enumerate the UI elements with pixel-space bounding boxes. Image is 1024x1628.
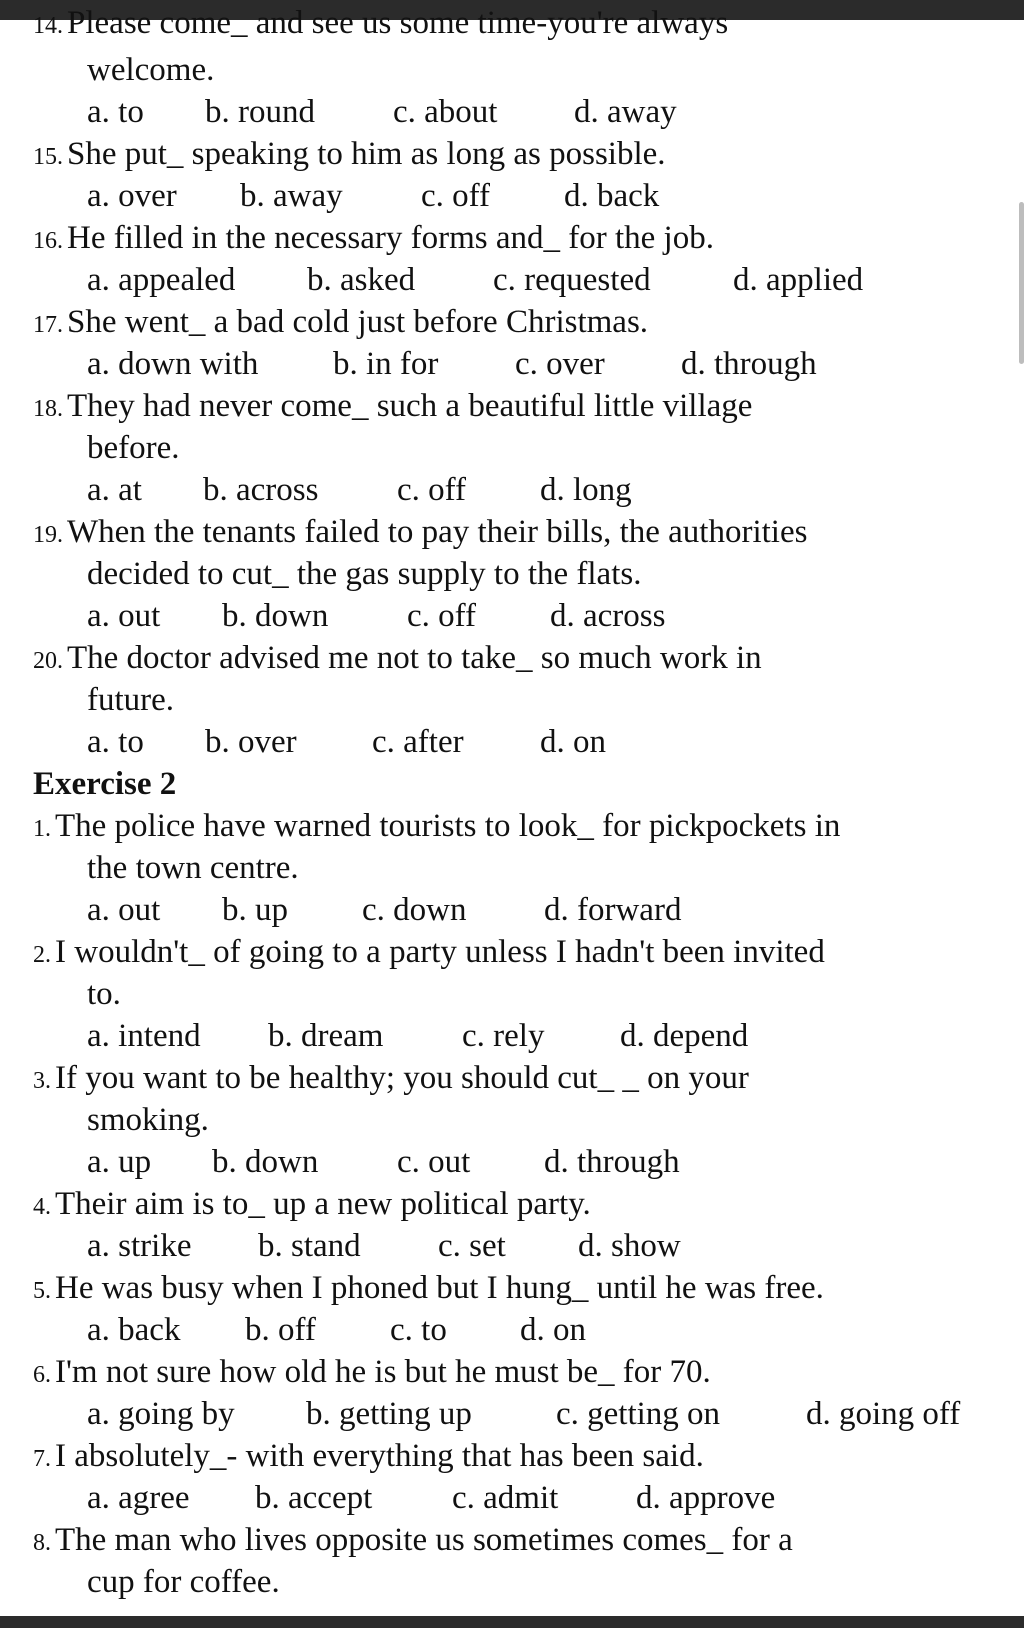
question-e3: 3. If you want to be healthy; you should cut_ _ on your — [33, 1060, 749, 1096]
option-16a[interactable]: a. appealed — [87, 262, 236, 298]
option-17b[interactable]: b. in for — [333, 346, 439, 382]
question-e8-cont: cup for coffee. — [87, 1564, 280, 1600]
option-15b[interactable]: b. away — [240, 178, 343, 214]
option-15c[interactable]: c. off — [421, 178, 491, 214]
question-20-cont: future. — [87, 682, 175, 718]
question-e2-cont: to. — [87, 976, 121, 1012]
question-e1: 1. The police have warned tourists to look_ for pickpockets in — [33, 808, 841, 844]
question-e2: 2. I wouldn't_ of going to a party unless I hadn't been invited — [33, 934, 825, 970]
option-e6b[interactable]: b. getting up — [306, 1396, 472, 1432]
question-e1-cont: the town centre. — [87, 850, 299, 886]
option-e7b[interactable]: b. accept — [255, 1480, 373, 1516]
question-e6: 6. I'm not sure how old he is but he must be_ for 70. — [33, 1354, 711, 1390]
option-17a[interactable]: a. down with — [87, 346, 259, 382]
option-16c[interactable]: c. requested — [493, 262, 651, 298]
option-e3b[interactable]: b. down — [212, 1144, 319, 1180]
option-15a[interactable]: a. over — [87, 178, 177, 214]
question-14: 14. Please come_ and see us some time-you're always — [33, 5, 729, 41]
option-18b[interactable]: b. across — [203, 472, 319, 508]
question-19: 19. When the tenants failed to pay their bills, the authorities — [33, 514, 808, 550]
option-e1b[interactable]: b. up — [222, 892, 288, 928]
question-e3-cont: smoking. — [87, 1102, 209, 1138]
option-19d[interactable]: d. across — [550, 598, 666, 634]
option-14d[interactable]: d. away — [574, 94, 677, 130]
option-e6c[interactable]: c. getting on — [556, 1396, 721, 1432]
option-18d[interactable]: d. long — [540, 472, 632, 508]
option-16b[interactable]: b. asked — [307, 262, 416, 298]
option-e3c[interactable]: c. out — [397, 1144, 471, 1180]
option-e5c[interactable]: c. to — [390, 1312, 447, 1348]
option-e1d[interactable]: d. forward — [544, 892, 682, 928]
option-e4c[interactable]: c. set — [438, 1228, 506, 1264]
question-e8: 8. The man who lives opposite us sometimes comes_ for a — [33, 1522, 793, 1558]
option-20b[interactable]: b. over — [205, 724, 297, 760]
option-14a[interactable]: a. to — [87, 94, 144, 130]
question-16: 16. He filled in the necessary forms and_ for the job. — [33, 220, 714, 256]
question-15: 15. She put_ speaking to him as long as possible. — [33, 136, 666, 172]
option-e1a[interactable]: a. out — [87, 892, 161, 928]
scrollbar[interactable] — [1019, 202, 1024, 364]
option-e6d[interactable]: d. going off — [806, 1396, 961, 1432]
option-20c[interactable]: c. after — [372, 724, 464, 760]
option-e7a[interactable]: a. agree — [87, 1480, 190, 1516]
option-e2d[interactable]: d. depend — [620, 1018, 749, 1054]
option-16d[interactable]: d. applied — [733, 262, 864, 298]
option-e5a[interactable]: a. back — [87, 1312, 181, 1348]
question-17: 17. She went_ a bad cold just before Christmas. — [33, 304, 649, 340]
option-e6a[interactable]: a. going by — [87, 1396, 235, 1432]
option-e4d[interactable]: d. show — [578, 1228, 681, 1264]
option-e5d[interactable]: d. on — [520, 1312, 586, 1348]
option-e4b[interactable]: b. stand — [258, 1228, 361, 1264]
option-14b[interactable]: b. round — [205, 94, 315, 130]
question-e5: 5. He was busy when I phoned but I hung_ until he was free. — [33, 1270, 824, 1306]
option-18c[interactable]: c. off — [397, 472, 467, 508]
option-e7c[interactable]: c. admit — [452, 1480, 559, 1516]
question-18-cont: before. — [87, 430, 180, 466]
option-19a[interactable]: a. out — [87, 598, 161, 634]
question-14-cont: welcome. — [87, 52, 215, 88]
option-e1c[interactable]: c. down — [362, 892, 467, 928]
question-18: 18. They had never come_ such a beautiful little village — [33, 388, 753, 424]
exercise-2-heading: Exercise 2 — [33, 766, 177, 802]
option-20a[interactable]: a. to — [87, 724, 144, 760]
option-e2c[interactable]: c. rely — [462, 1018, 545, 1054]
option-e5b[interactable]: b. off — [245, 1312, 316, 1348]
option-e3d[interactable]: d. through — [544, 1144, 680, 1180]
question-19-cont: decided to cut_ the gas supply to the flats. — [87, 556, 642, 592]
option-17c[interactable]: c. over — [515, 346, 605, 382]
question-e4: 4. Their aim is to_ up a new political party. — [33, 1186, 591, 1222]
option-20d[interactable]: d. on — [540, 724, 606, 760]
option-19b[interactable]: b. down — [222, 598, 329, 634]
bottom-bar — [0, 1616, 1024, 1628]
option-e4a[interactable]: a. strike — [87, 1228, 192, 1264]
option-e3a[interactable]: a. up — [87, 1144, 152, 1180]
option-18a[interactable]: a. at — [87, 472, 142, 508]
option-14c[interactable]: c. about — [393, 94, 498, 130]
question-20: 20. The doctor advised me not to take_ so much work in — [33, 640, 762, 676]
question-e7: 7. I absolutely_- with everything that has been said. — [33, 1438, 704, 1474]
option-e2a[interactable]: a. intend — [87, 1018, 201, 1054]
option-e7d[interactable]: d. approve — [636, 1480, 776, 1516]
option-e2b[interactable]: b. dream — [268, 1018, 384, 1054]
option-19c[interactable]: c. off — [407, 598, 477, 634]
option-17d[interactable]: d. through — [681, 346, 817, 382]
option-15d[interactable]: d. back — [564, 178, 660, 214]
